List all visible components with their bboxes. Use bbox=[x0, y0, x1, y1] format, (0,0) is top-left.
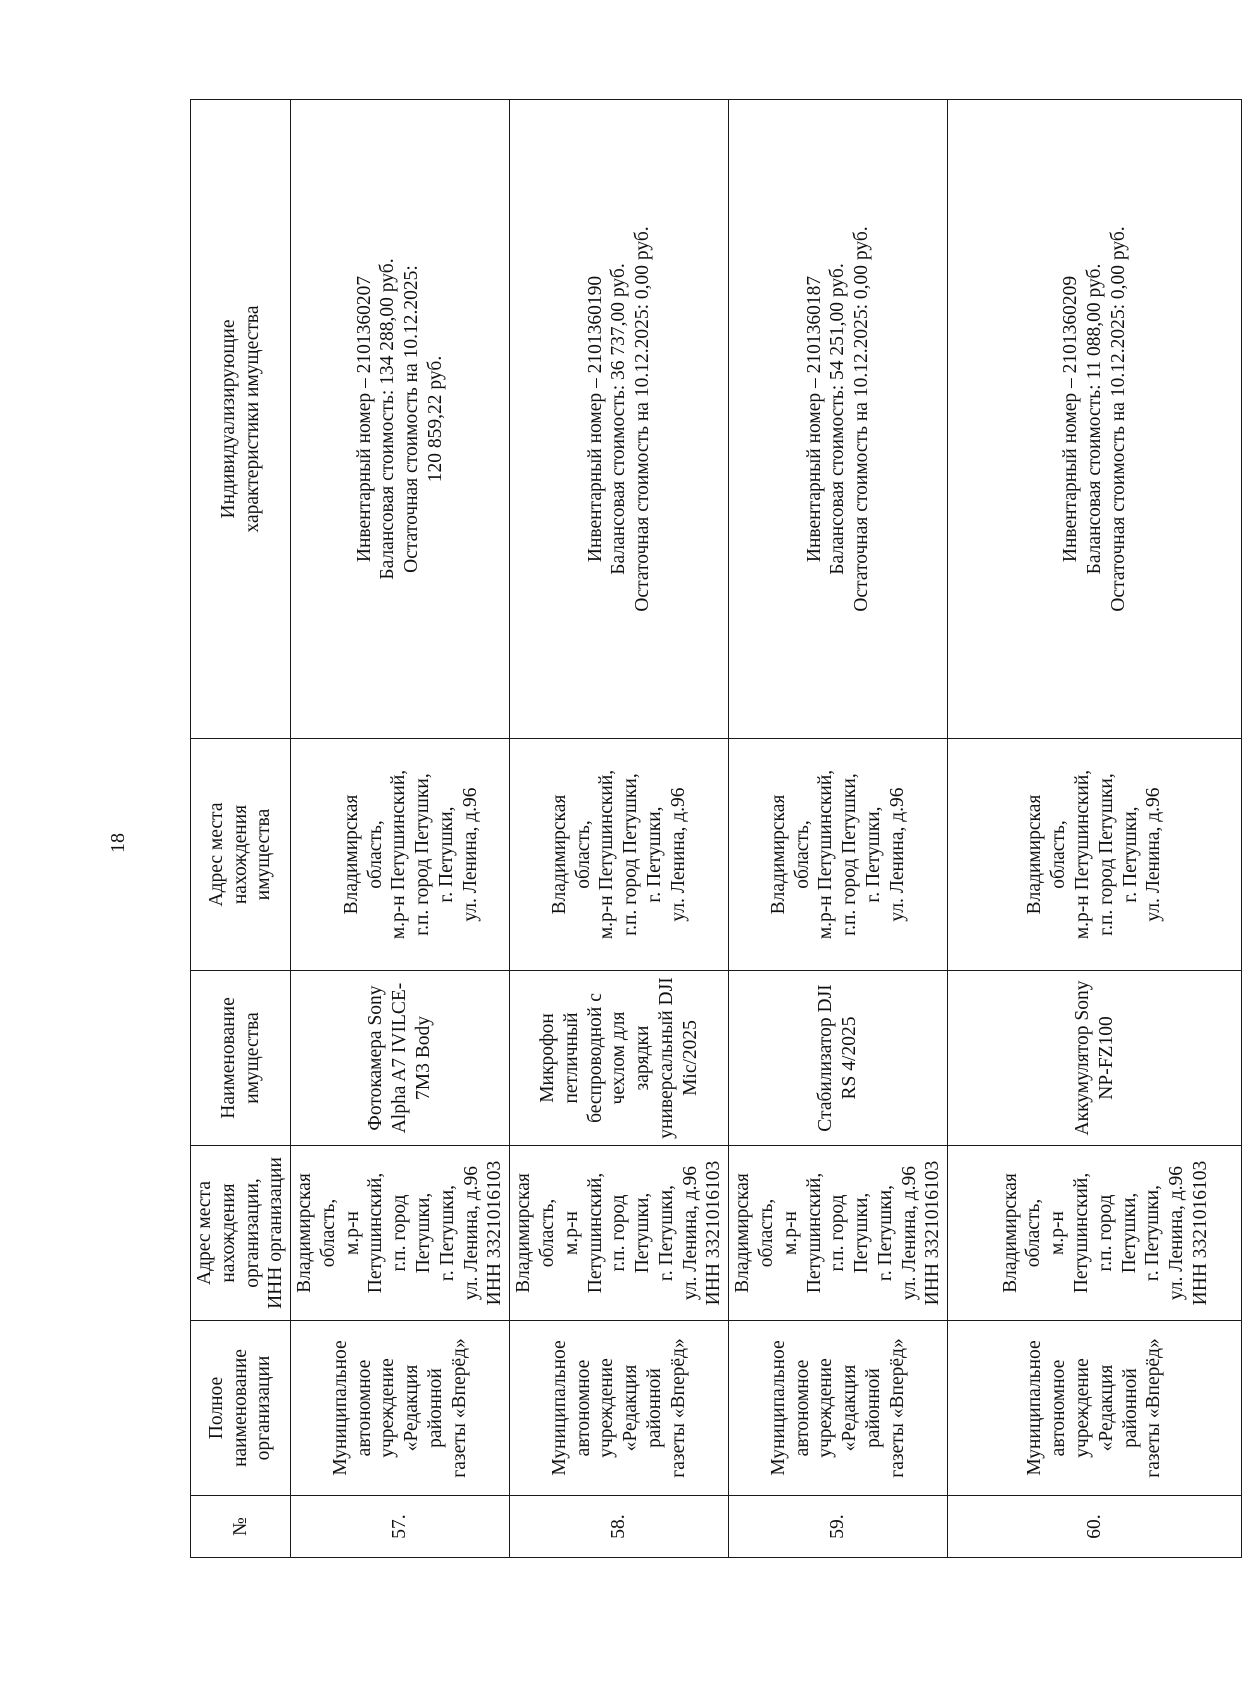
row-number: 58. bbox=[510, 1496, 729, 1558]
property-name-cell: Фотокамера Sony Alpha A7 IVILCE- 7M3 Body bbox=[291, 971, 510, 1146]
table-frame bbox=[190, 100, 1211, 1558]
property-address-cell: Владимирская область, м.р-н Петушинский, г.п. город Петушки, г. Петушки, ул. Ленина, д.96 bbox=[729, 739, 948, 971]
property-address-cell: Владимирская область, м.р-н Петушинский, г.п. город Петушки, г. Петушки, ул. Ленина, д.96 bbox=[510, 739, 729, 971]
property-name-cell: Аккумулятор Sony NP-FZ100 bbox=[948, 971, 1242, 1146]
characteristics-cell: Инвентарный номер – 2101360207 Балансовая стоимость: 134 288,00 руб. Остаточная стоимость на 10.12.2025: 120 859,22 руб. bbox=[291, 100, 510, 739]
characteristics-cell: Инвентарный номер – 2101360209 Балансовая стоимость: 11 088,00 руб. Остаточная стоимость на 10.12.2025: 0,00 руб. bbox=[948, 100, 1242, 739]
page-number: 18 bbox=[107, 833, 129, 853]
org-name-cell: Муниципальное автономное учреждение «Редакция районной газеты «Вперёд» bbox=[291, 1321, 510, 1496]
org-name-cell: Муниципальное автономное учреждение «Редакция районной газеты «Вперёд» bbox=[510, 1321, 729, 1496]
header-property-name: Наименование имущества bbox=[191, 971, 291, 1146]
property-name-cell: Стабилизатор DJI RS 4/2025 bbox=[729, 971, 948, 1146]
property-registry-table bbox=[190, 99, 1242, 1558]
table-header-row bbox=[191, 100, 291, 1558]
characteristics-cell: Инвентарный номер – 2101360187 Балансовая стоимость: 54 251,00 руб. Остаточная стоимость на 10.12.2025: 0,00 руб. bbox=[729, 100, 948, 739]
table-row bbox=[948, 100, 1242, 1558]
org-name-cell: Муниципальное автономное учреждение «Редакция районной газеты «Вперёд» bbox=[729, 1321, 948, 1496]
header-org-address: Адрес места нахождения организации, ИНН организации bbox=[191, 1146, 291, 1321]
org-address-cell: Владимирская область, м.р-н Петушинский, г.п. город Петушки, г. Петушки, ул. Ленина, д.96 ИНН 3321016103 bbox=[729, 1146, 948, 1321]
header-characteristics: Индивидуализирующие характеристики имущества bbox=[191, 100, 291, 739]
org-name-cell: Муниципальное автономное учреждение «Редакция районной газеты «Вперёд» bbox=[948, 1321, 1242, 1496]
header-org-name: Полное наименование организации bbox=[191, 1321, 291, 1496]
row-number: 60. bbox=[948, 1496, 1242, 1558]
org-address-cell: Владимирская область, м.р-н Петушинский, г.п. город Петушки, г. Петушки, ул. Ленина, д.96 ИНН 3321016103 bbox=[291, 1146, 510, 1321]
rotated-table-wrapper bbox=[190, 100, 1211, 1558]
org-address-cell: Владимирская область, м.р-н Петушинский, г.п. город Петушки, г. Петушки, ул. Ленина, д.96 ИНН 3321016103 bbox=[510, 1146, 729, 1321]
header-num: № bbox=[191, 1496, 291, 1558]
property-address-cell: Владимирская область, м.р-н Петушинский, г.п. город Петушки, г. Петушки, ул. Ленина, д.96 bbox=[948, 739, 1242, 971]
property-name-cell: Микрофон петличный беспроводной с чехлом для зарядки универсальный DJI Mic/2025 bbox=[510, 971, 729, 1146]
property-address-cell: Владимирская область, м.р-н Петушинский, г.п. город Петушки, г. Петушки, ул. Ленина, д.96 bbox=[291, 739, 510, 971]
row-number: 59. bbox=[729, 1496, 948, 1558]
table-row bbox=[510, 100, 729, 1558]
org-address-cell: Владимирская область, м.р-н Петушинский, г.п. город Петушки, г. Петушки, ул. Ленина, д.96 ИНН 3321016103 bbox=[948, 1146, 1242, 1321]
row-number: 57. bbox=[291, 1496, 510, 1558]
header-property-address: Адрес места нахождения имущества bbox=[191, 739, 291, 971]
table-row bbox=[729, 100, 948, 1558]
characteristics-cell: Инвентарный номер – 2101360190 Балансовая стоимость: 36 737,00 руб. Остаточная стоимость на 10.12.2025: 0,00 руб. bbox=[510, 100, 729, 739]
table-row bbox=[291, 100, 510, 1558]
